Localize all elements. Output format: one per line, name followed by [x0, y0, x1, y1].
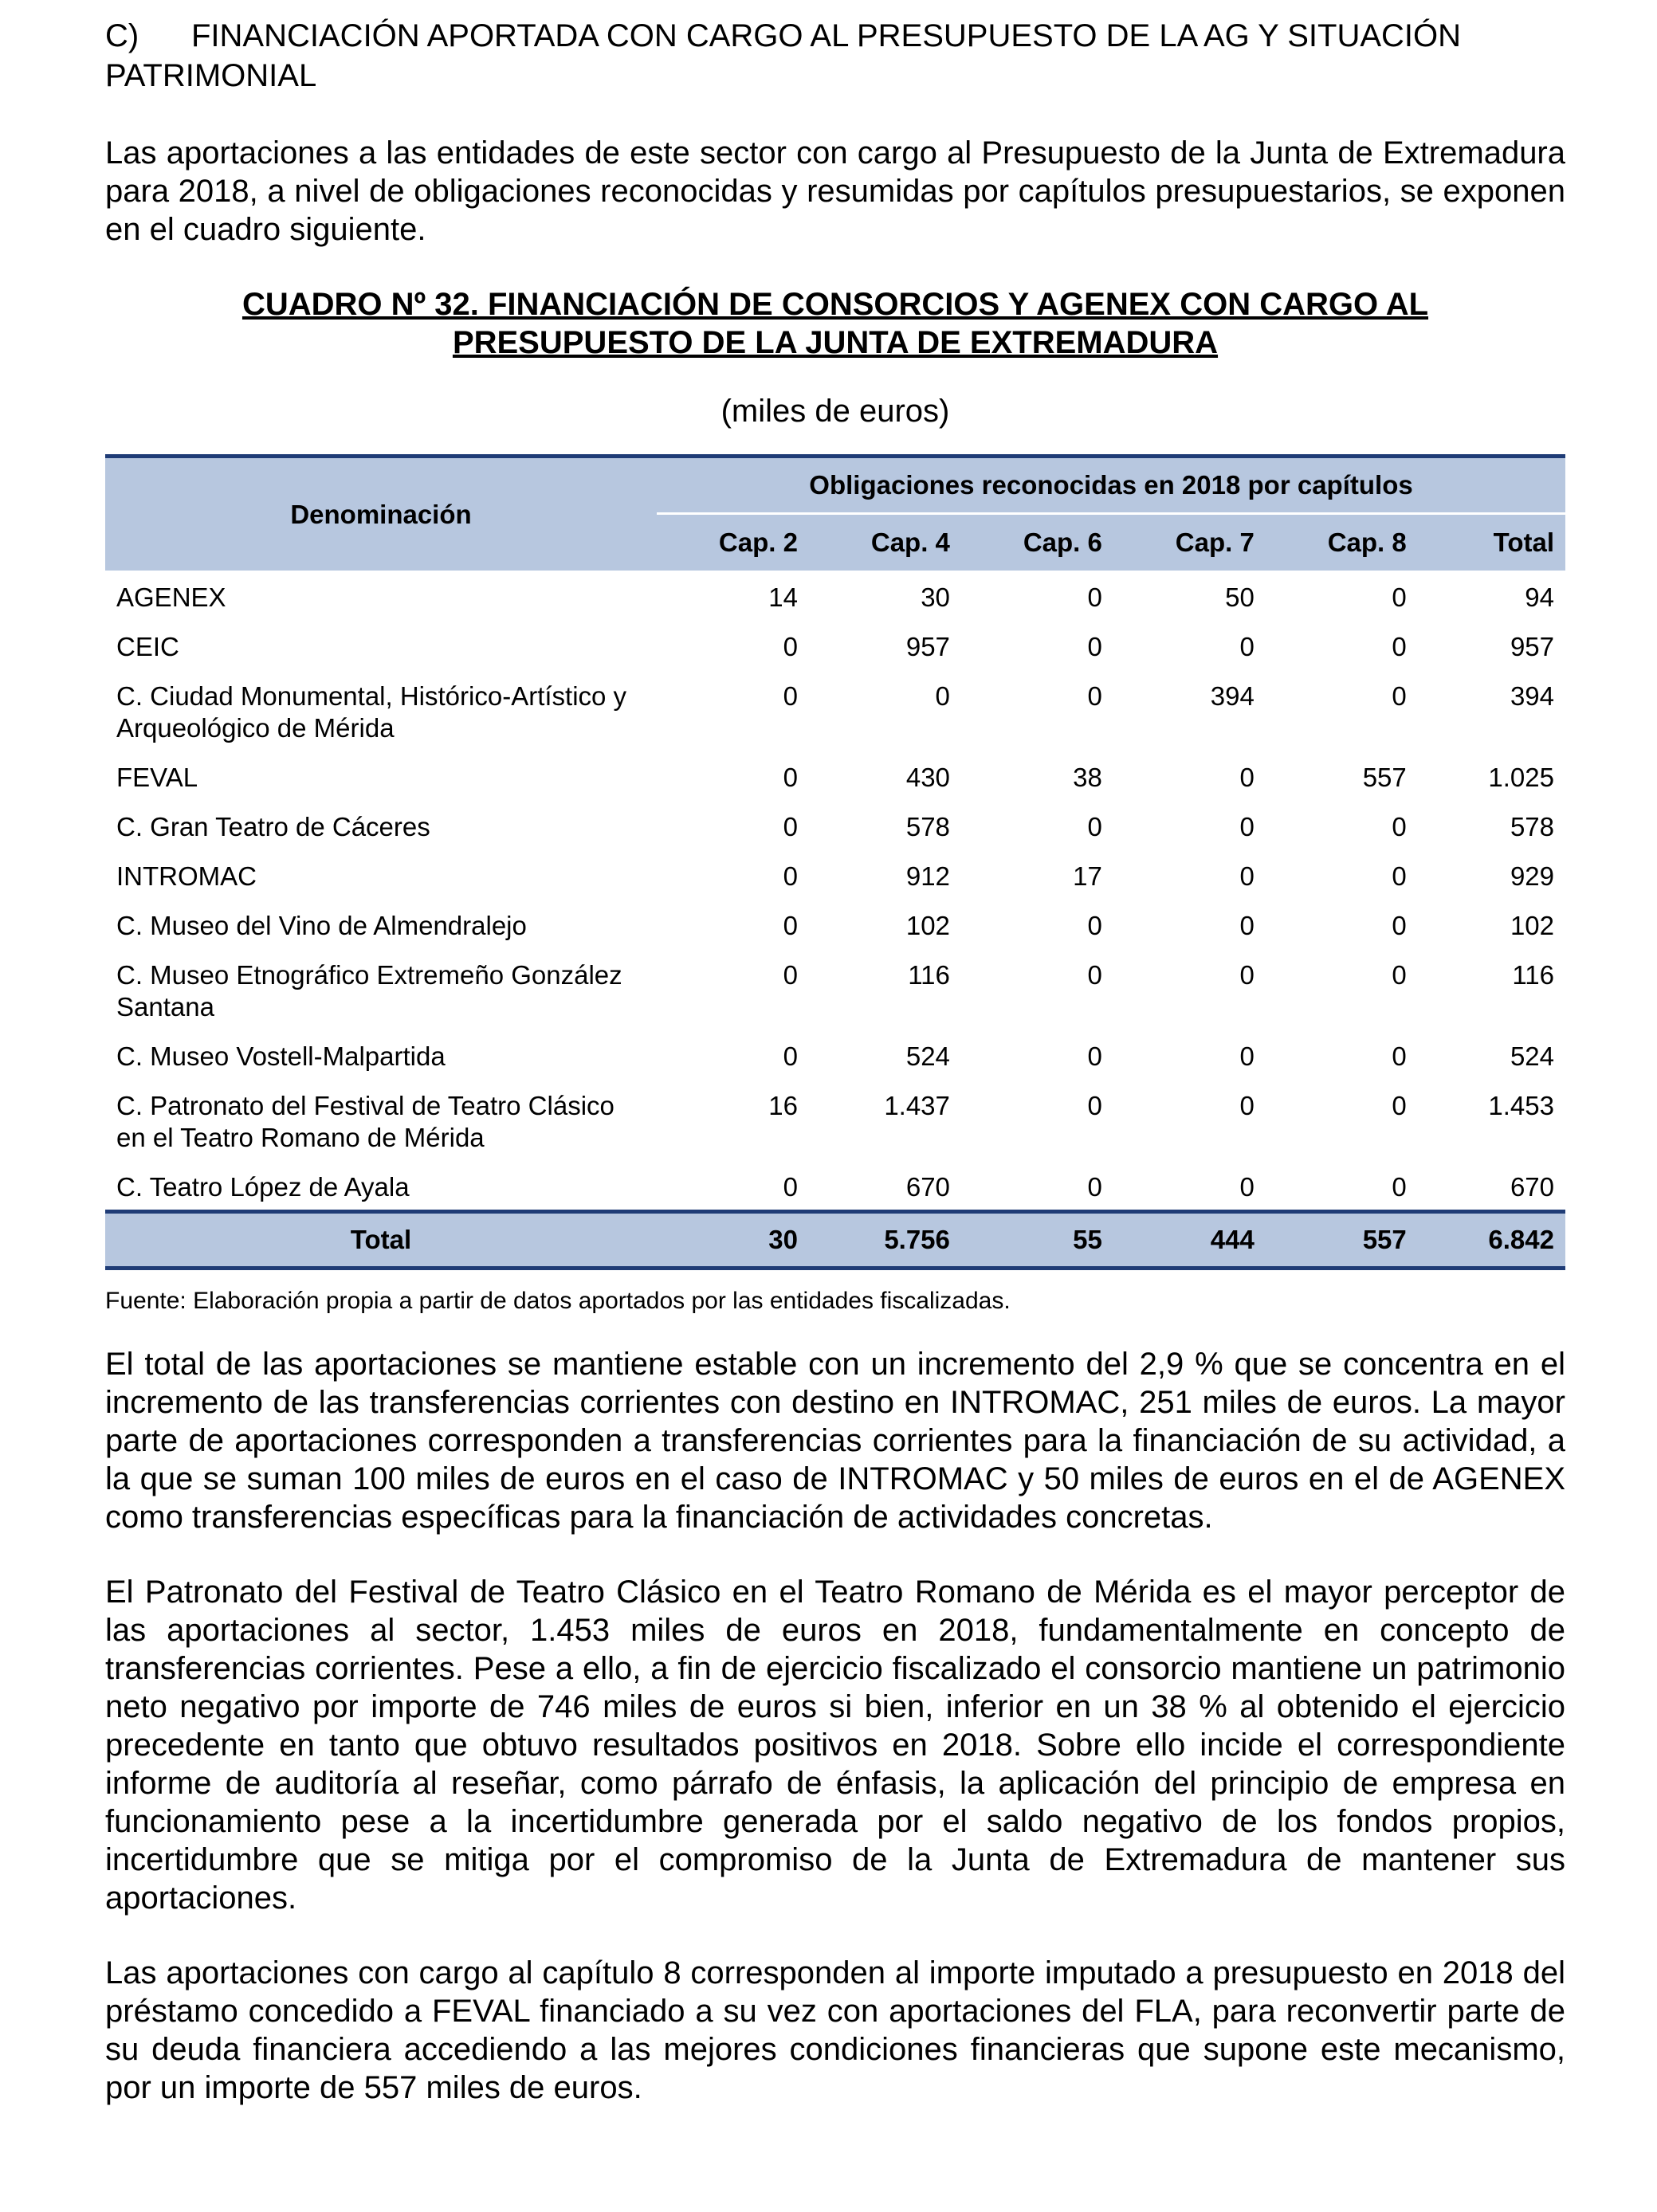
value-cell: 50 [1225, 582, 1255, 612]
value-cell: 0 [783, 1172, 798, 1202]
table-source: Fuente: Elaboración propia a partir de datos aportados por las entidades fiscalizadas. [105, 1288, 1011, 1314]
value-cell: 0 [1239, 911, 1255, 940]
value-cell: 17 [1073, 861, 1102, 891]
value-cell: 929 [1510, 861, 1554, 891]
value-cell: 670 [1510, 1172, 1554, 1202]
entity-name-cell: C. Museo del Vino de Almendralejo [116, 911, 527, 940]
entity-name-cell: C. Museo Vostell-Malpartida [116, 1041, 446, 1071]
value-cell: 0 [1392, 681, 1407, 711]
table-row [105, 948, 1565, 1030]
column-header: Cap. 4 [809, 514, 961, 571]
value-cell: 0 [1392, 812, 1407, 841]
section-heading [105, 16, 1565, 96]
value-cell: 524 [905, 1041, 950, 1071]
total-value-cell: 5.756 [809, 1212, 961, 1269]
table-caption-line-2: PRESUPUESTO DE LA JUNTA DE EXTREMADURA [452, 325, 1219, 360]
document-page [105, 16, 1565, 2107]
total-value-cell: 55 [961, 1212, 1113, 1269]
column-header: Total [1418, 514, 1565, 571]
value-cell: 0 [1087, 1172, 1102, 1202]
value-cell: 0 [1087, 632, 1102, 661]
value-cell: 0 [1087, 812, 1102, 841]
total-row [105, 1212, 1565, 1269]
value-cell: 0 [1239, 960, 1255, 990]
table-row [105, 899, 1565, 948]
value-cell: 557 [1362, 763, 1407, 792]
value-cell: 0 [1392, 911, 1407, 940]
total-value-cell: 557 [1266, 1212, 1418, 1269]
value-cell: 0 [1392, 632, 1407, 661]
value-cell: 1.453 [1488, 1091, 1554, 1120]
entity-name-cell: FEVAL [116, 763, 198, 792]
value-cell: 0 [1239, 632, 1255, 661]
value-cell: 0 [1239, 1041, 1255, 1071]
value-cell: 0 [1087, 1091, 1102, 1120]
value-cell: 957 [905, 632, 950, 661]
value-cell: 0 [1392, 1041, 1407, 1071]
paragraph-3: Las aportaciones con cargo al capítulo 8 corresponden al importe imputado a presupuesto en 2018 del préstamo concedido a FEVAL financiado a su vez con aportaciones del FLA, para reconvertir parte de su deuda financiera accediendo a las mejores condiciones financieras que supone este mecanismo, por un importe de 557 miles de euros. [105, 1955, 1565, 2105]
entity-name-cell: INTROMAC [116, 861, 257, 891]
value-cell: 30 [921, 582, 950, 612]
value-cell: 0 [783, 763, 798, 792]
value-cell: 0 [1087, 911, 1102, 940]
value-cell: 0 [1392, 1172, 1407, 1202]
value-cell: 0 [783, 1041, 798, 1071]
value-cell: 0 [1392, 582, 1407, 612]
financing-table [105, 454, 1565, 1270]
total-value-cell: 444 [1113, 1212, 1266, 1269]
value-cell: 957 [1510, 632, 1554, 661]
table-row [105, 751, 1565, 800]
table-row [105, 1030, 1565, 1079]
value-cell: 102 [1510, 911, 1554, 940]
value-cell: 0 [1087, 960, 1102, 990]
table-row [105, 1160, 1565, 1212]
value-cell: 1.437 [884, 1091, 950, 1120]
group-header: Obligaciones reconocidas en 2018 por capítulos [657, 457, 1565, 514]
value-cell: 0 [1087, 582, 1102, 612]
value-cell: 0 [1392, 1091, 1407, 1120]
denomination-header: Denominación [105, 457, 657, 571]
value-cell: 670 [905, 1172, 950, 1202]
value-cell: 116 [1512, 960, 1554, 990]
value-cell: 0 [1239, 812, 1255, 841]
entity-name-cell: C. Museo Etnográfico Extremeño González Santana [116, 960, 622, 1022]
entity-name-cell: C. Ciudad Monumental, Histórico-Artístico y Arqueológico de Mérida [116, 681, 627, 743]
table-body [105, 571, 1565, 1212]
value-cell: 0 [783, 681, 798, 711]
section-title: FINANCIACIÓN APORTADA CON CARGO AL PRESUPUESTO DE LA AG Y SITUACIÓN PATRIMONIAL [105, 18, 1462, 93]
value-cell: 0 [1087, 681, 1102, 711]
value-cell: 0 [1392, 861, 1407, 891]
table-units: (miles de euros) [721, 394, 950, 429]
table-row [105, 669, 1565, 751]
table-row [105, 849, 1565, 899]
value-cell: 0 [935, 681, 950, 711]
column-header: Cap. 7 [1113, 514, 1266, 571]
value-cell: 14 [768, 582, 798, 612]
table-row [105, 800, 1565, 849]
entity-name-cell: C. Teatro López de Ayala [116, 1172, 410, 1202]
table-row [105, 620, 1565, 669]
total-value-cell: 6.842 [1418, 1212, 1565, 1269]
value-cell: 0 [1239, 1172, 1255, 1202]
value-cell: 102 [905, 911, 950, 940]
value-cell: 116 [908, 960, 950, 990]
table-caption [105, 285, 1565, 362]
table-row [105, 1079, 1565, 1160]
value-cell: 430 [905, 763, 950, 792]
value-cell: 0 [783, 861, 798, 891]
intro-paragraph: Las aportaciones a las entidades de este sector con cargo al Presupuesto de la Junta de Extremadura para 2018, a nivel de obligaciones reconocidas y resumidas por capítulos presupuestarios, se exponen en el cuadro siguiente. [105, 135, 1565, 247]
entity-name-cell: C. Patronato del Festival de Teatro Clásico en el Teatro Romano de Mérida [116, 1091, 615, 1152]
column-header: Cap. 2 [657, 514, 809, 571]
paragraph-1: El total de las aportaciones se mantiene estable con un incremento del 2,9 % que se concentra en el incremento de las transferencias corrientes con destino en INTROMAC, 251 miles de euros. La mayor parte de aportaciones corresponden a transferencias corrientes para la financiación de su actividad, a la que se suman 100 miles de euros en el caso de INTROMAC y 50 miles de euros en el de AGENEX como transferencias específicas para la financiación de actividades concretas. [105, 1347, 1565, 1535]
value-cell: 0 [1239, 861, 1255, 891]
value-cell: 578 [905, 812, 950, 841]
total-value-cell: 30 [657, 1212, 809, 1269]
paragraph-2: El Patronato del Festival de Teatro Clásico en el Teatro Romano de Mérida es el mayor perceptor de las aportaciones al sector, 1.453 miles de euros en 2018, fundamentalmente en concepto de transferencias corrientes. Pese a ello, a fin de ejercicio fiscalizado el consorcio mantiene un patrimonio neto negativo por importe de 746 miles de euros si bien, inferior en un 38 % al obtenido el ejercicio precedente en tanto que obtuvo resultados positivos en 2018. Sobre ello incide el correspondiente informe de auditoría al reseñar, como párrafo de énfasis, la aplicación del principio de empresa en funcionamiento pese a la incertidumbre generada por el saldo negativo de los fondos propios, incertidumbre que se mitiga por el compromiso de la Junta de Extremadura de mantener sus aportaciones. [105, 1575, 1565, 1916]
value-cell: 38 [1073, 763, 1102, 792]
value-cell: 16 [768, 1091, 798, 1120]
entity-name-cell: CEIC [116, 632, 179, 661]
value-cell: 524 [1510, 1041, 1554, 1071]
table-row [105, 571, 1565, 620]
value-cell: 0 [1392, 960, 1407, 990]
value-cell: 394 [1210, 681, 1255, 711]
value-cell: 0 [783, 911, 798, 940]
value-cell: 0 [783, 812, 798, 841]
value-cell: 1.025 [1488, 763, 1554, 792]
value-cell: 394 [1510, 681, 1554, 711]
column-header: Cap. 8 [1266, 514, 1418, 571]
value-cell: 0 [1239, 1091, 1255, 1120]
entity-name-cell: AGENEX [116, 582, 226, 612]
table-caption-line-1: CUADRO Nº 32. FINANCIACIÓN DE CONSORCIOS Y AGENEX CON CARGO AL [241, 287, 1429, 322]
value-cell: 578 [1510, 812, 1554, 841]
value-cell: 0 [1239, 763, 1255, 792]
value-cell: 0 [783, 632, 798, 661]
value-cell: 0 [1087, 1041, 1102, 1071]
column-header: Cap. 6 [961, 514, 1113, 571]
entity-name-cell: C. Gran Teatro de Cáceres [116, 812, 430, 841]
value-cell: 912 [905, 861, 950, 891]
section-letter: C) [105, 18, 139, 53]
total-label: Total [105, 1212, 657, 1269]
value-cell: 0 [783, 960, 798, 990]
value-cell: 94 [1525, 582, 1554, 612]
